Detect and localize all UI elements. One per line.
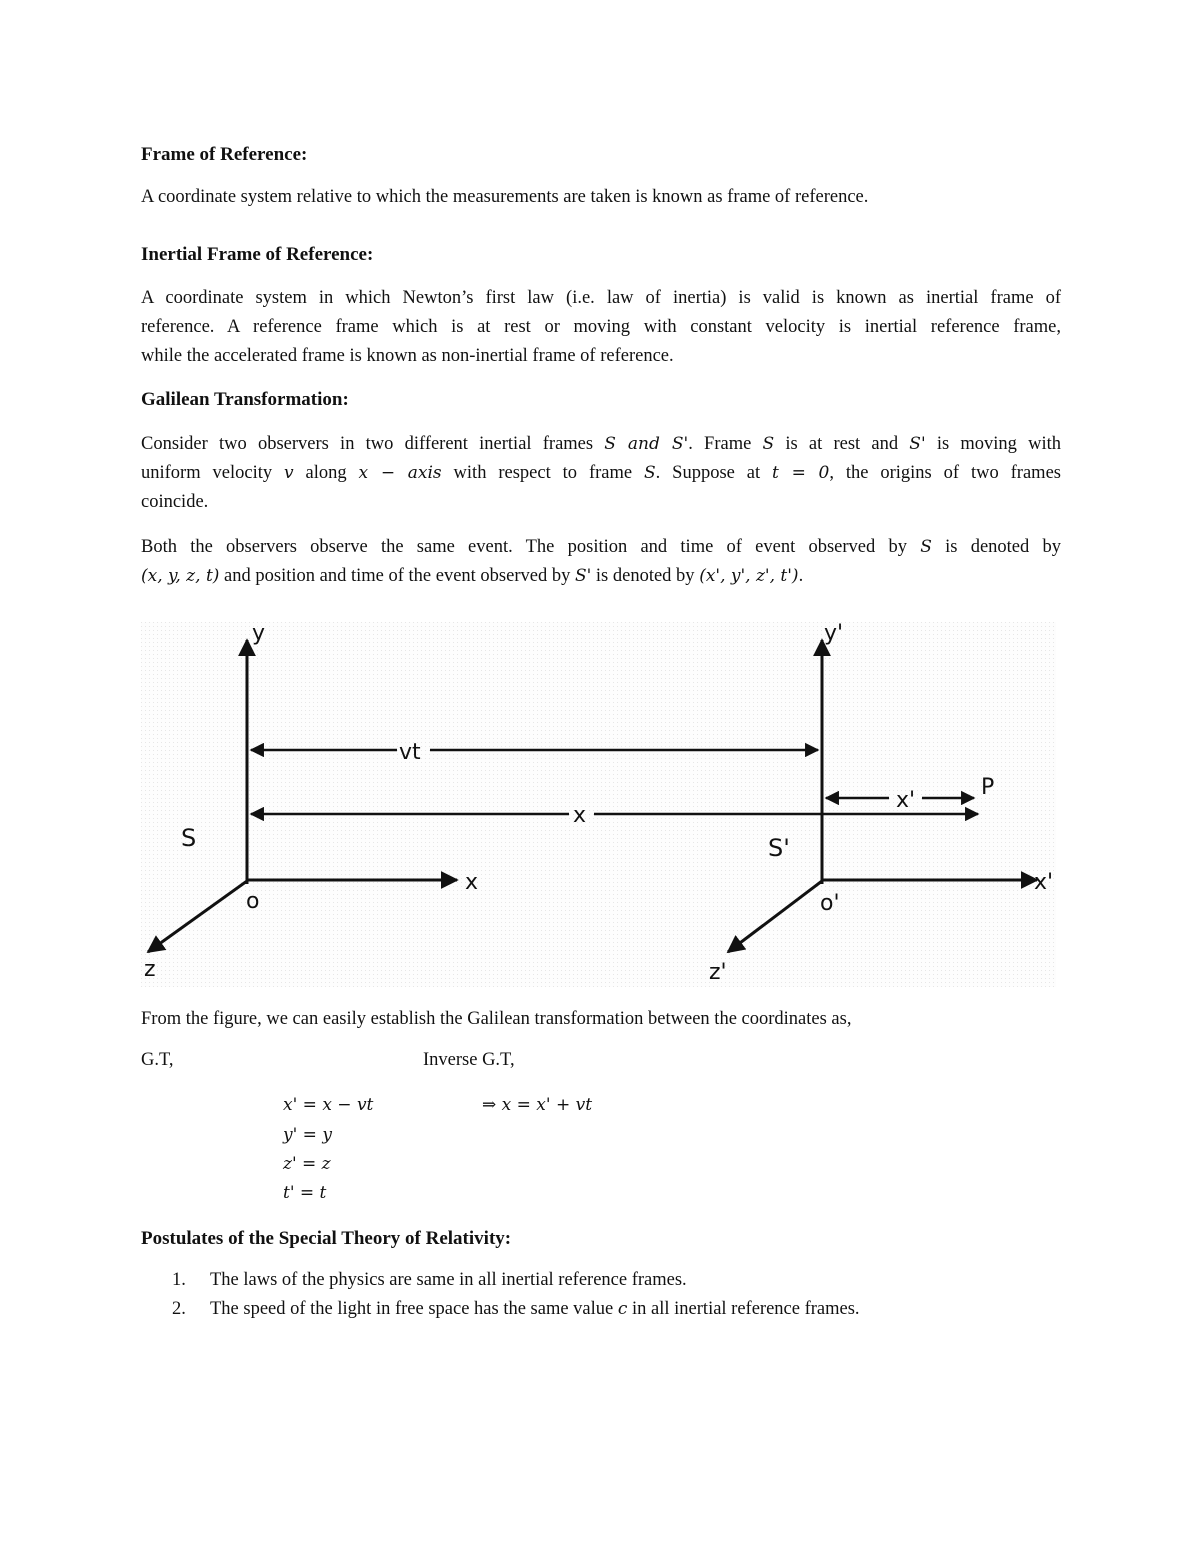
galilean-transformation-heading: Galilean Transformation: <box>141 389 349 410</box>
text-line: Consider two observers in two different inertial frames S and S'. Frame S is at rest and S' is moving with <box>141 434 1061 454</box>
gt-equation-x: x' = x − vt <box>283 1095 374 1115</box>
z-prime-axis-label: z' <box>709 960 727 985</box>
x-axis-label: x <box>465 870 479 895</box>
text-line: (x, y, z, t) and position and time of the event observed by S' is denoted by (x', y', z', t'). <box>141 566 804 586</box>
text-line: A coordinate system in which Newton’s first law (i.e. law of inertia) is valid is known as inertial frame of <box>141 288 1061 308</box>
postulate-item: 1. The laws of the physics are same in all inertial reference frames. <box>172 1270 687 1290</box>
galilean-paragraph-2 <box>141 533 1061 591</box>
text-line: reference. A reference frame which is at rest or moving with constant velocity is inertial reference frame, <box>141 317 1061 337</box>
frame-s-prime-label: S' <box>768 834 790 862</box>
text-line: uniform velocity v along x − axis with respect to frame S. Suppose at t = 0, the origins of two frames <box>141 463 1061 483</box>
y-axis-label: y <box>252 622 266 646</box>
gt-label: G.T, <box>141 1050 174 1070</box>
postulates-heading: Postulates of the Special Theory of Relativity: <box>141 1228 512 1249</box>
gt-equation-t: t' = t <box>283 1183 327 1203</box>
inertial-frame-text <box>141 284 1061 371</box>
x-prime-axis-label: x' <box>1034 870 1054 895</box>
postulate-item: 2. The speed of the light in free space has the same value c in all inertial reference frames. <box>172 1299 860 1319</box>
y-prime-axis-label: y' <box>824 622 844 646</box>
inverse-gt-label: Inverse G.T, <box>423 1050 515 1070</box>
point-p-label: P <box>981 775 995 800</box>
origin-o-label: o <box>246 889 260 914</box>
list-number: 2. <box>172 1299 186 1319</box>
x-distance-label: x <box>573 803 587 828</box>
vt-distance-label: vt <box>399 740 421 765</box>
text-line: From the figure, we can easily establish the Galilean transformation between the coordinates as, <box>141 1009 852 1029</box>
z-axis-label: z <box>144 957 156 982</box>
galilean-paragraph-1 <box>141 430 1061 517</box>
frame-of-reference-heading: Frame of Reference: <box>141 144 308 165</box>
x-prime-distance-label: x' <box>896 788 916 813</box>
figure-background <box>141 622 1056 987</box>
gt-equation-z: z' = z <box>283 1154 331 1174</box>
frame-of-reference-text <box>141 183 1061 212</box>
text-line: A coordinate system relative to which the measurements are taken is known as frame of reference. <box>141 187 869 207</box>
origin-o-prime-label: o' <box>820 891 840 916</box>
text-line: coincide. <box>141 492 209 512</box>
text-line: Both the observers observe the same event. The position and time of event observed by S is denoted by <box>141 537 1061 557</box>
list-number: 1. <box>172 1270 186 1290</box>
inertial-frame-heading: Inertial Frame of Reference: <box>141 244 374 265</box>
text-line: while the accelerated frame is known as non-inertial frame of reference. <box>141 346 674 366</box>
frame-s-label: S <box>181 824 197 852</box>
gt-equation-y: y' = y <box>283 1125 332 1145</box>
frames-diagram <box>141 622 1056 987</box>
inverse-gt-equation: ⇒ x = x' + vt <box>482 1095 593 1115</box>
figure-caption <box>141 1005 1061 1034</box>
